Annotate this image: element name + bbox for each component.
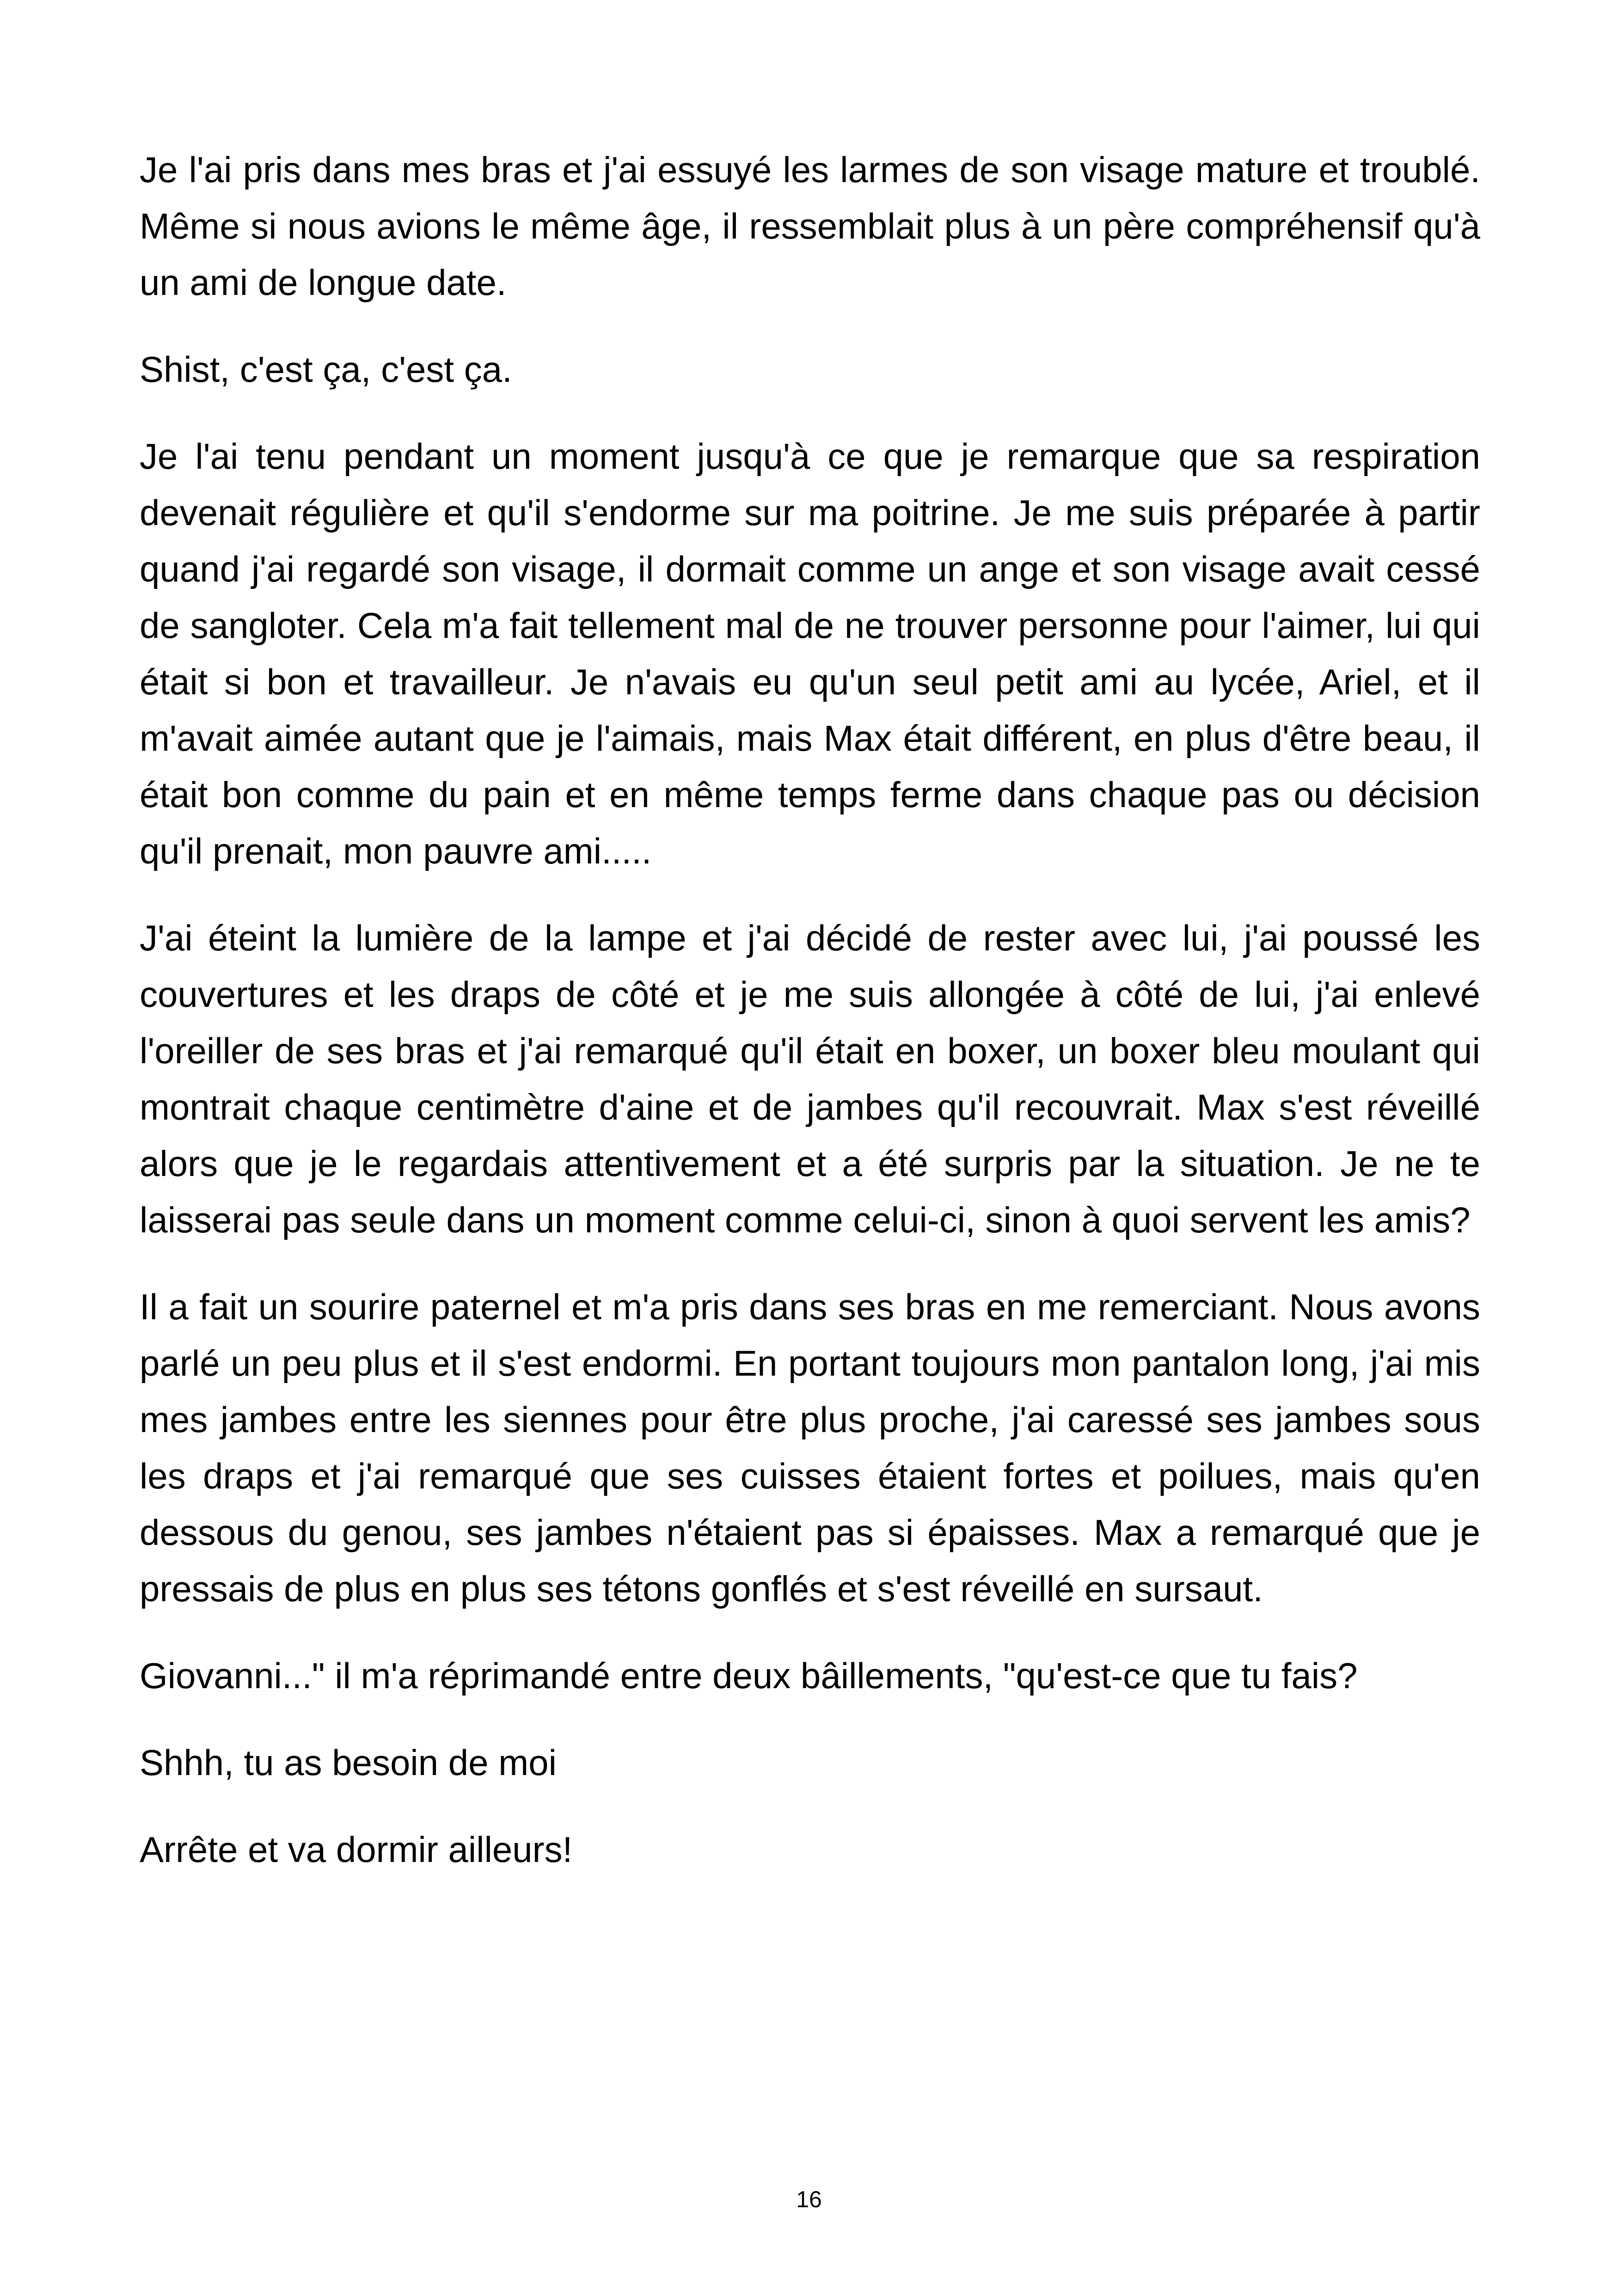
paragraph-3: Je l'ai tenu pendant un moment jusqu'à ce que je remarque que sa respiration devenait régulière et qu'il s'endorme sur ma poitrine. Je me suis préparée à partir quand j'ai regardé son visage, il dormait comme un ange et son visage avait cessé de sangloter. Cela m'a fait tellement mal de ne trouver personne pour l'aimer, lui qui était si bon et travailleur. Je n'avais eu qu'un seul petit ami au lycée, Ariel, et il m'avait aimée autant que je l'aimais, mais Max était différent, en plus d'être beau, il était bon comme du pain et en même temps ferme dans chaque pas ou décision qu'il prenait, mon pauvre ami..... [140, 436, 1480, 871]
paragraph-8: Arrête et va dormir ailleurs! [140, 1829, 573, 1870]
paragraph-1: Je l'ai pris dans mes bras et j'ai essuyé les larmes de son visage mature et troublé. Même si nous avions le même âge, il ressemblait plus à un père compréhensif qu'à un ami de longue date. [140, 149, 1480, 303]
paragraph-6: Giovanni..." il m'a réprimandé entre deux bâillements, "qu'est-ce que tu fais? [140, 1655, 1358, 1696]
page-number: 16 [796, 2186, 822, 2212]
body-text [140, 141, 1480, 1908]
paragraph-5: Il a fait un sourire paternel et m'a pris dans ses bras en me remerciant. Nous avons parlé un peu plus et il s'est endormi. En portant toujours mon pantalon long, j'ai mis mes jambes entre les siennes pour être plus proche, j'ai caressé ses jambes sous les draps et j'ai remarqué que ses cuisses étaient fortes et poilues, mais qu'en dessous du genou, ses jambes n'étaient pas si épaisses. Max a remarqué que je pressais de plus en plus ses tétons gonflés et s'est réveillé en sursaut. [140, 1286, 1480, 1609]
paragraph-7: Shhh, tu as besoin de moi [140, 1742, 557, 1783]
paragraph-4: J'ai éteint la lumière de la lampe et j'ai décidé de rester avec lui, j'ai poussé les couvertures et les draps de côté et je me suis allongée à côté de lui, j'ai enlevé l'oreiller de ses bras et j'ai remarqué qu'il était en boxer, un boxer bleu moulant qui montrait chaque centimètre d'aine et de jambes qu'il recouvrait. Max s'est réveillé alors que je le regardais attentivement et a été surpris par la situation. Je ne te laisserai pas seule dans un moment comme celui-ci, sinon à quoi servent les amis? [140, 918, 1480, 1240]
paragraph-2: Shist, c'est ça, c'est ça. [140, 349, 512, 390]
